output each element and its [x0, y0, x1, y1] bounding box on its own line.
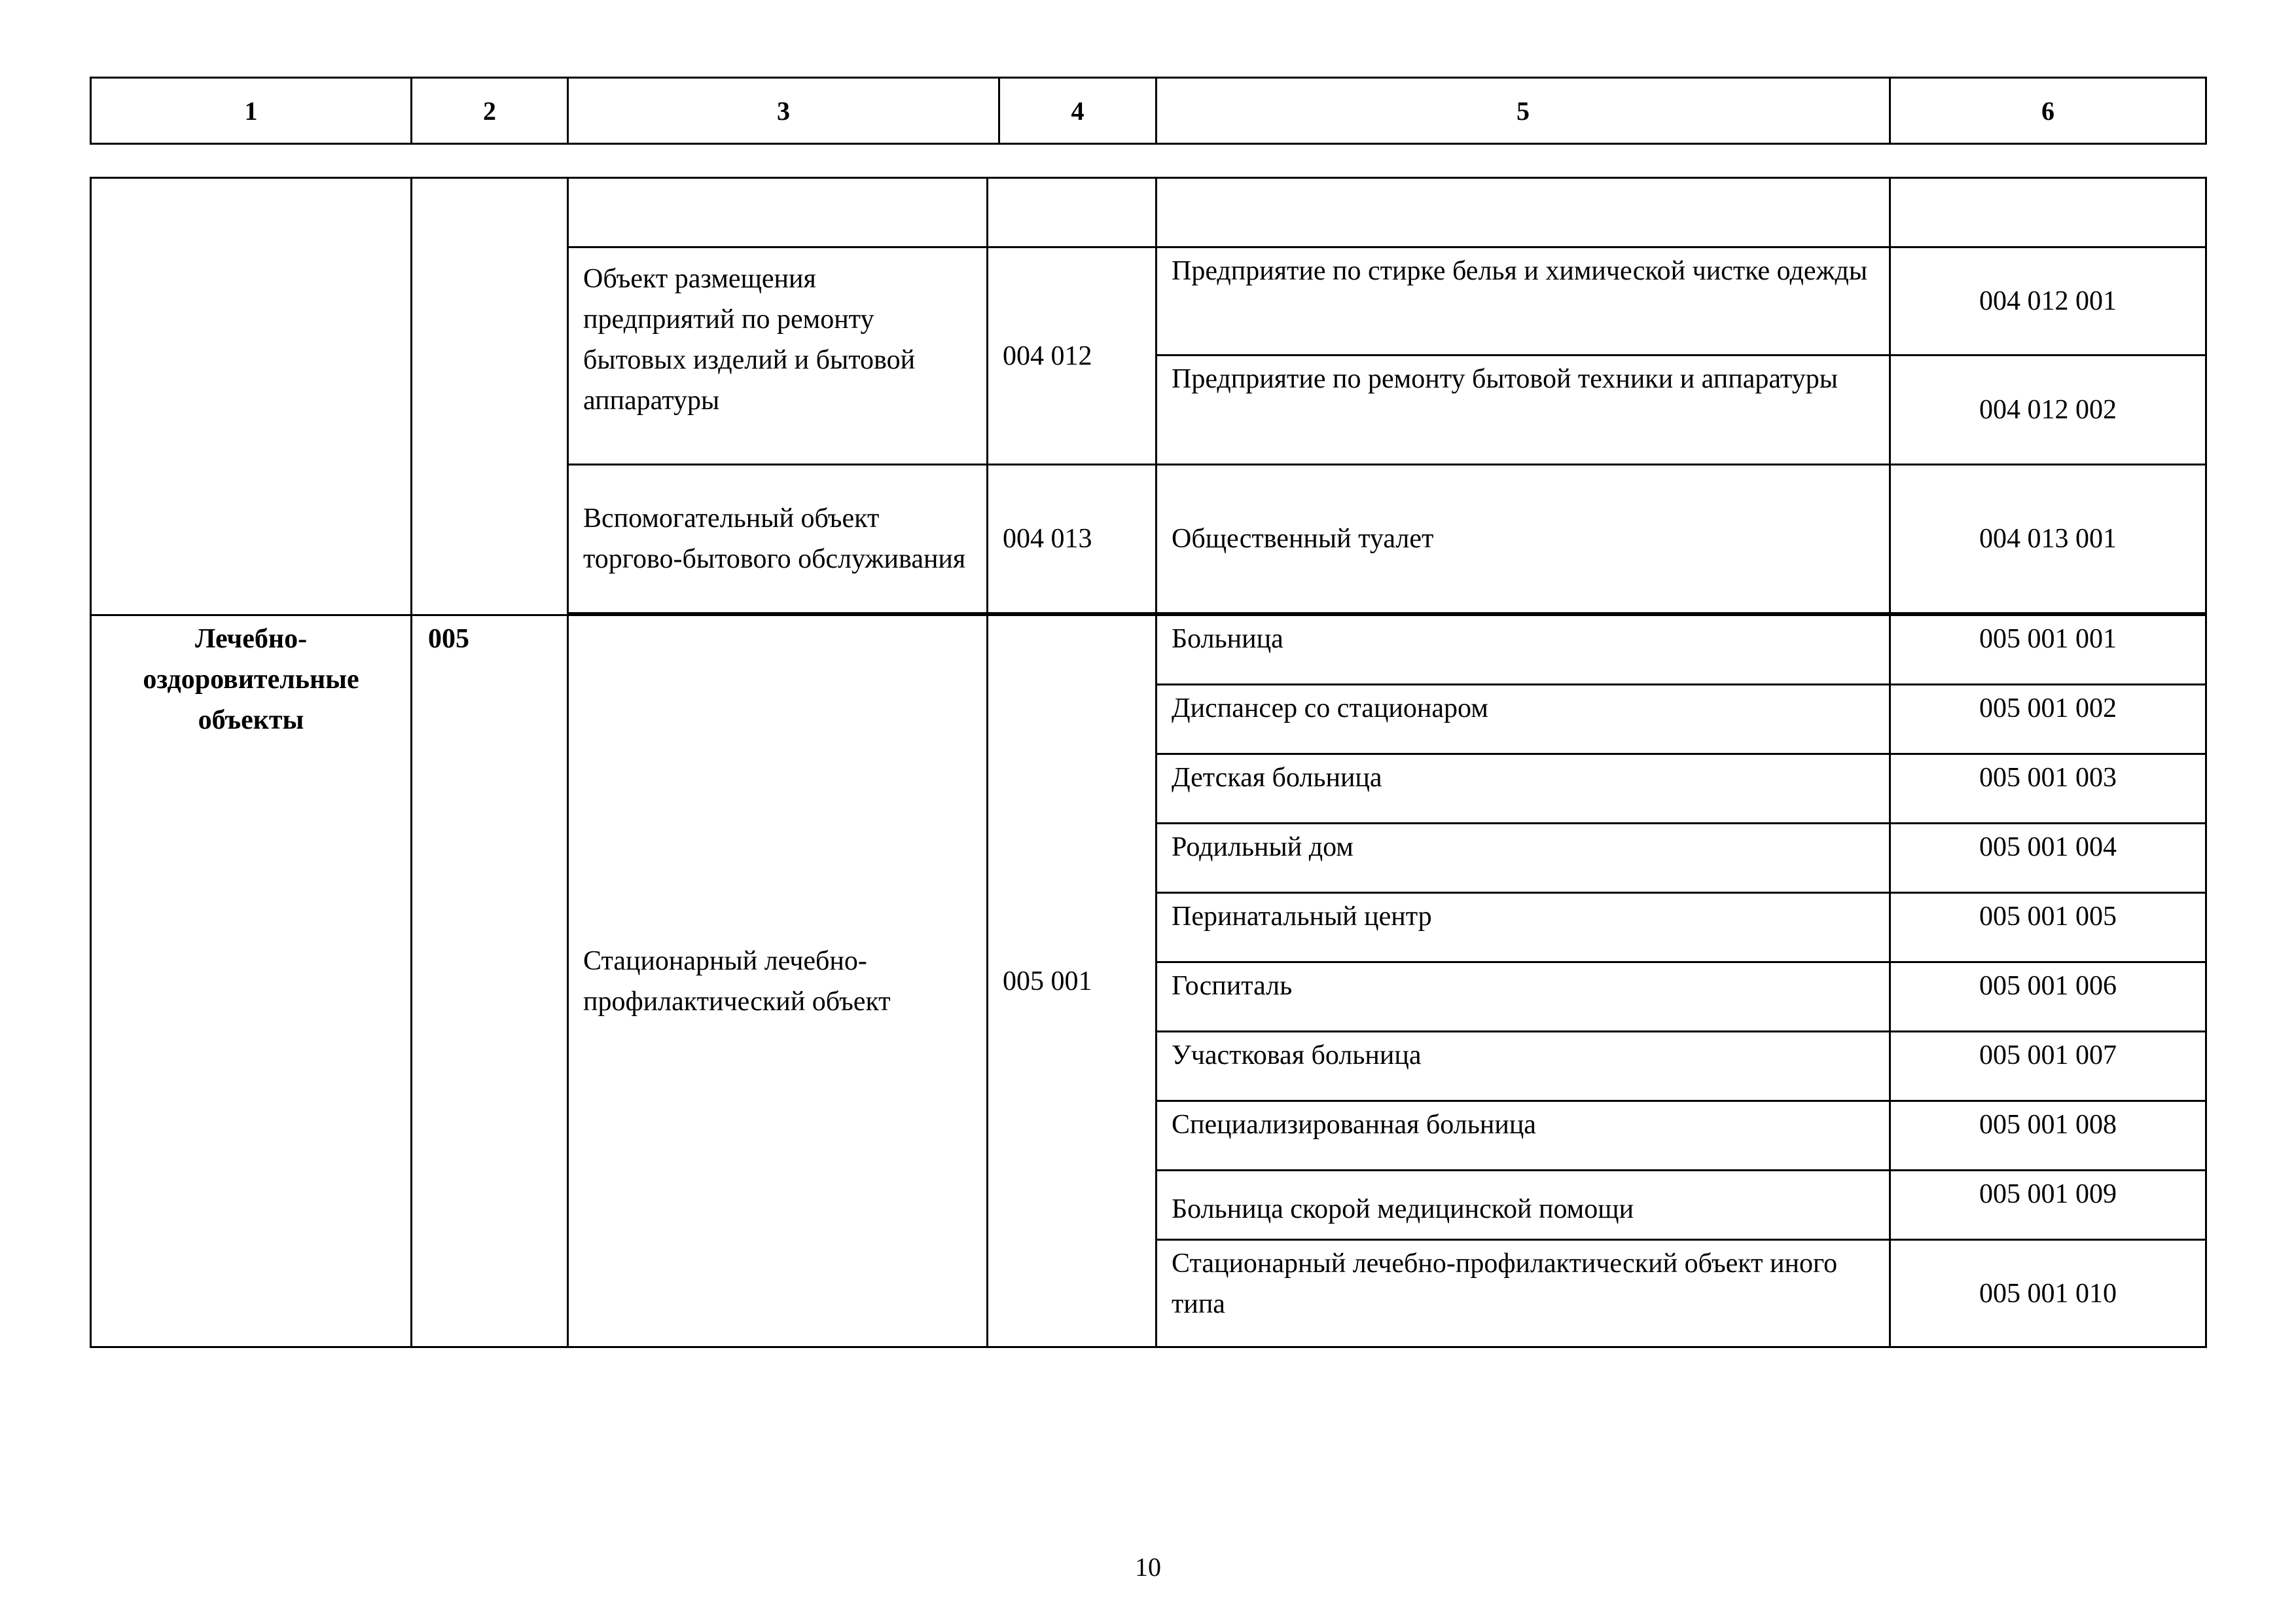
header-col-1: 1: [91, 78, 412, 144]
item-code: 005 001 008: [1890, 1101, 2206, 1171]
header-col-5: 5: [1157, 78, 1890, 144]
item-code: 005 001 005: [1890, 893, 2206, 962]
table-cell: [988, 178, 1157, 247]
item-code: 004 013 001: [1890, 465, 2206, 613]
item-name: Предприятие по стирке белья и химической чистке одежды: [1157, 247, 1890, 356]
item-name: Диспансер со стационаром: [1157, 685, 1890, 754]
category-code-cell-empty: [412, 178, 568, 615]
page-number: 10: [1135, 1552, 1161, 1582]
item-name: Детская больница: [1157, 754, 1890, 824]
group-name: Стационарный лечебно-профилактический объект: [568, 615, 988, 1347]
classifier-table: [90, 177, 2207, 1348]
category-cell-empty: [91, 178, 412, 615]
group-code: 004 013: [988, 465, 1157, 613]
group-code: 005 001: [988, 615, 1157, 1347]
header-col-2: 2: [412, 78, 568, 144]
table-row: [91, 615, 2206, 685]
header-col-6: 6: [1890, 78, 2206, 144]
table-row: [91, 178, 2206, 247]
item-name: Больница скорой медицинской помощи: [1157, 1171, 1890, 1240]
item-code: 005 001 002: [1890, 685, 2206, 754]
column-number-header: [90, 77, 2207, 145]
item-name: Родильный дом: [1157, 824, 1890, 893]
header-col-4: 4: [999, 78, 1157, 144]
header-row: [91, 78, 2206, 144]
item-name: Общественный туалет: [1157, 465, 1890, 613]
group-code: 004 012: [988, 247, 1157, 465]
table-cell: [1890, 178, 2206, 247]
category-name: Лечебно-оздоровительные объекты: [91, 615, 412, 1347]
table-cell: [568, 178, 988, 247]
group-name: Вспомогательный объект торгово-бытового обслуживания: [568, 465, 988, 613]
item-code: 005 001 004: [1890, 824, 2206, 893]
header-col-3: 3: [568, 78, 999, 144]
group-name: Объект размещения предприятий по ремонту бытовых изделий и бытовой аппаратуры: [568, 247, 988, 465]
item-code: 005 001 010: [1890, 1240, 2206, 1347]
item-code: 005 001 003: [1890, 754, 2206, 824]
item-name: Стационарный лечебно-профилактический объект иного типа: [1157, 1240, 1890, 1347]
item-name: Перинатальный центр: [1157, 893, 1890, 962]
item-code: 005 001 006: [1890, 962, 2206, 1032]
item-code: 004 012 001: [1890, 247, 2206, 356]
item-code: 005 001 007: [1890, 1032, 2206, 1101]
table-cell: [1157, 178, 1890, 247]
item-code: 005 001 009: [1890, 1171, 2206, 1240]
item-name: Специализированная больница: [1157, 1101, 1890, 1171]
category-code: 005: [412, 615, 568, 1347]
item-name: Предприятие по ремонту бытовой техники и аппаратуры: [1157, 356, 1890, 465]
item-name: Участковая больница: [1157, 1032, 1890, 1101]
item-code: 005 001 001: [1890, 615, 2206, 685]
item-code: 004 012 002: [1890, 356, 2206, 465]
item-name: Больница: [1157, 615, 1890, 685]
item-name: Госпиталь: [1157, 962, 1890, 1032]
